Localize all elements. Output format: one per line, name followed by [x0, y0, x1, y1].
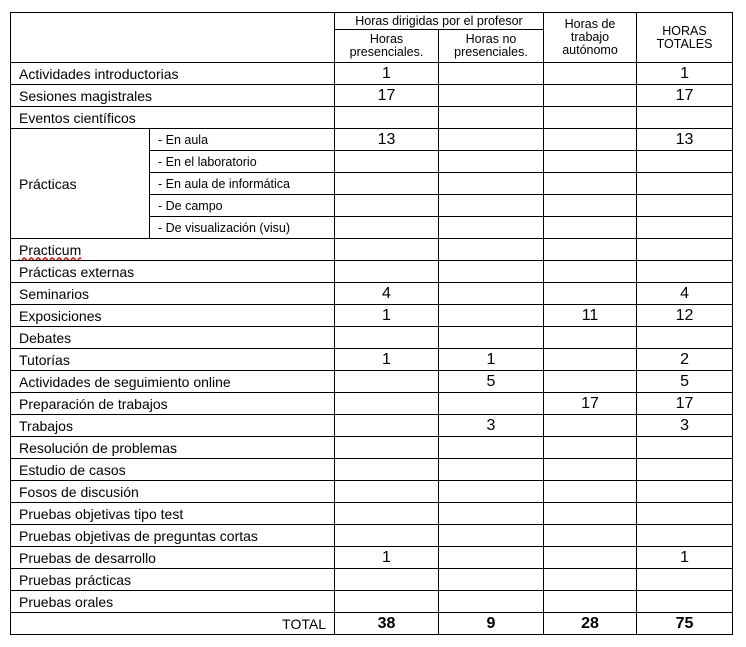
- table-row: [11, 547, 733, 569]
- table-row: [11, 261, 733, 283]
- non-presential-hours-cell: [439, 107, 544, 129]
- practicas-group-label: Prácticas: [11, 129, 150, 239]
- activity-label: Prácticas externas: [11, 261, 335, 283]
- presential-hours-cell: 4: [335, 283, 439, 305]
- total-hours-cell: [637, 151, 733, 173]
- total-hours-cell: [637, 261, 733, 283]
- activity-label: Pruebas de desarrollo: [11, 547, 335, 569]
- autonomous-hours-cell: [544, 217, 637, 239]
- header-presential: Horas presenciales.: [335, 30, 439, 63]
- table-row: [11, 569, 733, 591]
- activity-label: Fosos de discusión: [11, 481, 335, 503]
- total-hours-cell: [637, 107, 733, 129]
- non-presential-hours-cell: [439, 85, 544, 107]
- presential-hours-cell: 1: [335, 349, 439, 371]
- activity-label: Eventos científicos: [11, 107, 335, 129]
- total-label: TOTAL: [11, 613, 335, 635]
- total-hours-cell: 1: [637, 547, 733, 569]
- header-row-1: [11, 13, 733, 30]
- activity-label: Actividades introductorias: [11, 63, 335, 85]
- activity-label: Resolución de problemas: [11, 437, 335, 459]
- autonomous-hours-cell: [544, 63, 637, 85]
- autonomous-hours-cell: [544, 239, 637, 261]
- table-row: [11, 459, 733, 481]
- presential-hours-cell: [335, 525, 439, 547]
- presential-hours-cell: [335, 239, 439, 261]
- non-presential-hours-cell: [439, 217, 544, 239]
- activity-label: Practicum: [11, 239, 335, 261]
- presential-hours-cell: [335, 437, 439, 459]
- non-presential-hours-cell: [439, 569, 544, 591]
- presential-hours-cell: [335, 371, 439, 393]
- presential-hours-cell: [335, 217, 439, 239]
- presential-hours-cell: [335, 393, 439, 415]
- autonomous-hours-cell: [544, 481, 637, 503]
- table-row: [11, 503, 733, 525]
- header-group-directed: Horas dirigidas por el profesor: [335, 13, 544, 30]
- total-hours-cell: [637, 481, 733, 503]
- table-row: [11, 129, 733, 151]
- header-non-presential: Horas no presenciales.: [439, 30, 544, 63]
- hours-table: [10, 12, 733, 635]
- non-presential-hours-cell: [439, 393, 544, 415]
- non-presential-hours-cell: [439, 151, 544, 173]
- activity-label: Pruebas objetivas de preguntas cortas: [11, 525, 335, 547]
- non-presential-hours-cell: [439, 195, 544, 217]
- presential-hours-cell: 13: [335, 129, 439, 151]
- total-hours-cell: [637, 569, 733, 591]
- header-blank-cell: [11, 13, 335, 63]
- practicas-subtype-label: - En el laboratorio: [150, 151, 335, 173]
- activity-label: Trabajos: [11, 415, 335, 437]
- presential-hours-cell: [335, 481, 439, 503]
- table-row: [11, 283, 733, 305]
- activity-label: Exposiciones: [11, 305, 335, 327]
- total-hours-cell: [637, 437, 733, 459]
- total-hours-cell: [637, 327, 733, 349]
- presential-hours-cell: [335, 261, 439, 283]
- non-presential-hours-cell: [439, 547, 544, 569]
- practicas-subtype-label: - En aula de informática: [150, 173, 335, 195]
- presential-hours-cell: 38: [335, 613, 439, 635]
- non-presential-hours-cell: 5: [439, 371, 544, 393]
- header-total-hours: HORAS TOTALES: [637, 13, 733, 63]
- non-presential-hours-cell: 1: [439, 349, 544, 371]
- table-row: [11, 107, 733, 129]
- table-row: [11, 239, 733, 261]
- activity-label: Preparación de trabajos: [11, 393, 335, 415]
- total-hours-cell: 5: [637, 371, 733, 393]
- hours-table-container: [10, 12, 733, 635]
- activity-label: Pruebas objetivas tipo test: [11, 503, 335, 525]
- non-presential-hours-cell: [439, 503, 544, 525]
- presential-hours-cell: [335, 151, 439, 173]
- autonomous-hours-cell: [544, 503, 637, 525]
- total-hours-cell: 13: [637, 129, 733, 151]
- table-row: [11, 63, 733, 85]
- activity-label: Seminarios: [11, 283, 335, 305]
- non-presential-hours-cell: [439, 591, 544, 613]
- presential-hours-cell: [335, 107, 439, 129]
- total-hours-cell: 3: [637, 415, 733, 437]
- presential-hours-cell: [335, 195, 439, 217]
- activity-label: Sesiones magistrales: [11, 85, 335, 107]
- autonomous-hours-cell: [544, 107, 637, 129]
- table-row: [11, 371, 733, 393]
- presential-hours-cell: [335, 591, 439, 613]
- total-hours-cell: 2: [637, 349, 733, 371]
- presential-hours-cell: [335, 569, 439, 591]
- table-row: [11, 481, 733, 503]
- total-hours-cell: [637, 503, 733, 525]
- total-hours-cell: 17: [637, 85, 733, 107]
- autonomous-hours-cell: [544, 327, 637, 349]
- presential-hours-cell: [335, 327, 439, 349]
- total-hours-cell: 4: [637, 283, 733, 305]
- table-row: [11, 415, 733, 437]
- table-row: [11, 349, 733, 371]
- total-hours-cell: 17: [637, 393, 733, 415]
- non-presential-hours-cell: [439, 173, 544, 195]
- autonomous-hours-cell: 11: [544, 305, 637, 327]
- practicas-subtype-label: - De visualización (visu): [150, 217, 335, 239]
- practicas-subtype-label: - En aula: [150, 129, 335, 151]
- presential-hours-cell: [335, 503, 439, 525]
- autonomous-hours-cell: [544, 173, 637, 195]
- activity-label: Debates: [11, 327, 335, 349]
- non-presential-hours-cell: [439, 261, 544, 283]
- table-row: [11, 85, 733, 107]
- non-presential-hours-cell: [439, 129, 544, 151]
- presential-hours-cell: 1: [335, 547, 439, 569]
- non-presential-hours-cell: [439, 481, 544, 503]
- total-hours-cell: [637, 591, 733, 613]
- presential-hours-cell: 1: [335, 63, 439, 85]
- non-presential-hours-cell: [439, 525, 544, 547]
- autonomous-hours-cell: [544, 591, 637, 613]
- autonomous-hours-cell: [544, 371, 637, 393]
- non-presential-hours-cell: 9: [439, 613, 544, 635]
- non-presential-hours-cell: [439, 437, 544, 459]
- table-row: [11, 305, 733, 327]
- autonomous-hours-cell: 28: [544, 613, 637, 635]
- autonomous-hours-cell: [544, 349, 637, 371]
- autonomous-hours-cell: [544, 129, 637, 151]
- total-hours-cell: 1: [637, 63, 733, 85]
- table-row: [11, 327, 733, 349]
- total-hours-cell: [637, 217, 733, 239]
- total-row: [11, 613, 733, 635]
- practicas-subtype-label: - De campo: [150, 195, 335, 217]
- non-presential-hours-cell: [439, 239, 544, 261]
- autonomous-hours-cell: [544, 547, 637, 569]
- autonomous-hours-cell: [544, 151, 637, 173]
- total-hours-cell: [637, 173, 733, 195]
- autonomous-hours-cell: [544, 85, 637, 107]
- autonomous-hours-cell: 17: [544, 393, 637, 415]
- autonomous-hours-cell: [544, 261, 637, 283]
- activity-label: Pruebas orales: [11, 591, 335, 613]
- non-presential-hours-cell: 3: [439, 415, 544, 437]
- non-presential-hours-cell: [439, 327, 544, 349]
- total-hours-cell: 12: [637, 305, 733, 327]
- non-presential-hours-cell: [439, 305, 544, 327]
- autonomous-hours-cell: [544, 195, 637, 217]
- non-presential-hours-cell: [439, 283, 544, 305]
- autonomous-hours-cell: [544, 415, 637, 437]
- activity-label: Actividades de seguimiento online: [11, 371, 335, 393]
- non-presential-hours-cell: [439, 459, 544, 481]
- header-autonomous: Horas de trabajo autónomo: [544, 13, 637, 63]
- table-row: [11, 591, 733, 613]
- autonomous-hours-cell: [544, 437, 637, 459]
- non-presential-hours-cell: [439, 63, 544, 85]
- presential-hours-cell: [335, 459, 439, 481]
- total-hours-cell: [637, 239, 733, 261]
- total-hours-cell: [637, 459, 733, 481]
- activity-label: Pruebas prácticas: [11, 569, 335, 591]
- table-row: [11, 437, 733, 459]
- presential-hours-cell: [335, 415, 439, 437]
- presential-hours-cell: 17: [335, 85, 439, 107]
- autonomous-hours-cell: [544, 283, 637, 305]
- autonomous-hours-cell: [544, 569, 637, 591]
- presential-hours-cell: 1: [335, 305, 439, 327]
- total-hours-cell: 75: [637, 613, 733, 635]
- activity-label: Estudio de casos: [11, 459, 335, 481]
- table-row: [11, 393, 733, 415]
- total-hours-cell: [637, 195, 733, 217]
- autonomous-hours-cell: [544, 525, 637, 547]
- activity-label: Tutorías: [11, 349, 335, 371]
- total-hours-cell: [637, 525, 733, 547]
- autonomous-hours-cell: [544, 459, 637, 481]
- table-row: [11, 525, 733, 547]
- presential-hours-cell: [335, 173, 439, 195]
